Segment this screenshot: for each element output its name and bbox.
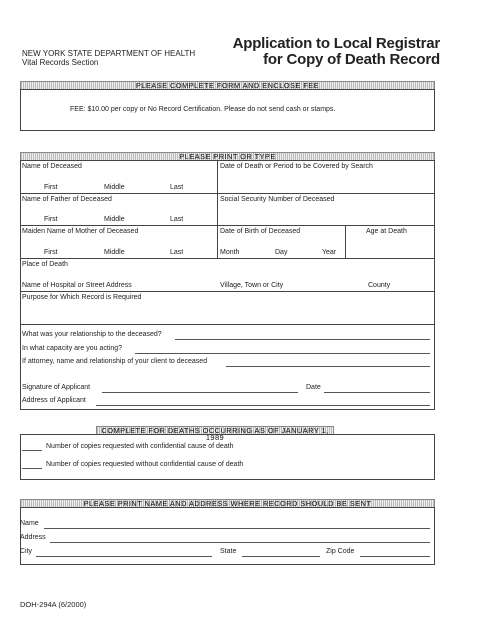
- form-title: [233, 36, 440, 68]
- copies-with-cause-line: [22, 450, 42, 451]
- last-label: Last: [170, 184, 184, 191]
- row-divider: [20, 291, 435, 292]
- county-label: County: [368, 282, 391, 289]
- send-city-line: [36, 556, 212, 557]
- send-zip-input[interactable]: [362, 547, 428, 556]
- address-input[interactable]: [98, 396, 428, 405]
- capacity-input[interactable]: [137, 344, 427, 353]
- first-label: First: [44, 216, 58, 223]
- copies-without-cause-input[interactable]: [23, 459, 41, 468]
- date-of-death-input[interactable]: [220, 173, 430, 182]
- fee-banner: PLEASE COMPLETE FORM AND ENCLOSE FEE: [20, 81, 435, 90]
- row-divider: [20, 258, 435, 259]
- age-at-death-input[interactable]: [350, 238, 430, 247]
- send-address-input[interactable]: [52, 533, 428, 542]
- send-state-input[interactable]: [244, 547, 318, 556]
- column-divider: [345, 225, 346, 258]
- send-city-input[interactable]: [38, 547, 210, 556]
- copies-with-cause-label: Number of copies requested with confidential cause of death: [46, 443, 234, 450]
- row-divider: [20, 324, 435, 325]
- signature-line: [102, 392, 298, 393]
- form-title-line2: for Copy of Death Record: [263, 51, 440, 68]
- agency-name: NEW YORK STATE DEPARTMENT OF HEALTH: [22, 49, 196, 58]
- send-name-input[interactable]: [46, 519, 428, 528]
- dob-label: Date of Birth of Deceased: [220, 228, 301, 235]
- send-name-label: Name: [20, 520, 39, 527]
- last-label: Last: [170, 249, 184, 256]
- send-state-label: State: [220, 548, 237, 555]
- purpose-label: Purpose for Which Record is Required: [22, 294, 142, 301]
- name-of-deceased-input[interactable]: [22, 173, 212, 182]
- purpose-input[interactable]: [22, 306, 427, 315]
- row-divider: [20, 225, 435, 226]
- form-id: DOH-294A (6/2000): [20, 600, 87, 609]
- fee-text: FEE: $10.00 per copy or No Record Certification. Please do not send cash or stamps.: [70, 106, 336, 113]
- send-zip-label: Zip Code: [326, 548, 355, 555]
- copies-without-cause-line: [22, 468, 42, 469]
- first-label: First: [44, 249, 58, 256]
- date-label: Date: [306, 384, 321, 391]
- send-city-label: City: [20, 548, 33, 555]
- middle-label: Middle: [104, 184, 125, 191]
- age-at-death-label: Age at Death: [366, 228, 407, 235]
- attorney-line: [226, 366, 430, 367]
- section-name: Vital Records Section: [22, 58, 99, 67]
- agency-header: [22, 49, 195, 67]
- day-label: Day: [275, 249, 288, 256]
- relationship-input[interactable]: [177, 330, 427, 339]
- copies-banner: COMPLETE FOR DEATHS OCCURRING AS OF JANUARY 1, 1989: [96, 426, 334, 435]
- signature-label: Signature of Applicant: [22, 384, 91, 391]
- middle-label: Middle: [104, 216, 125, 223]
- ssn-label: Social Security Number of Deceased: [220, 196, 335, 203]
- send-name-line: [44, 528, 430, 529]
- dob-input[interactable]: [220, 238, 340, 247]
- maiden-name-mother-label: Maiden Name of Mother of Deceased: [22, 228, 139, 235]
- month-label: Month: [220, 249, 240, 256]
- relationship-line: [175, 339, 430, 340]
- middle-label: Middle: [104, 249, 125, 256]
- send-zip-line: [360, 556, 430, 557]
- place-of-death-input[interactable]: [22, 271, 427, 280]
- capacity-label: In what capacity are you acting?: [22, 345, 123, 352]
- send-banner: PLEASE PRINT NAME AND ADDRESS WHERE RECORD SHOULD BE SENT: [20, 499, 435, 508]
- name-of-deceased-label: Name of Deceased: [22, 163, 82, 170]
- address-label: Address of Applicant: [22, 397, 86, 404]
- attorney-input[interactable]: [228, 357, 428, 366]
- form-title-line1: Application to Local Registrar: [232, 35, 440, 52]
- maiden-name-mother-input[interactable]: [22, 238, 212, 247]
- copies-without-cause-label: Number of copies requested without confidential cause of death: [46, 461, 244, 468]
- copies-box: [20, 434, 435, 480]
- copies-with-cause-input[interactable]: [23, 441, 41, 450]
- address-line: [96, 405, 430, 406]
- name-of-father-label: Name of Father of Deceased: [22, 196, 112, 203]
- name-of-father-input[interactable]: [22, 205, 212, 214]
- last-label: Last: [170, 216, 184, 223]
- first-label: First: [44, 184, 58, 191]
- hospital-label: Name of Hospital or Street Address: [22, 282, 132, 289]
- print-banner: PLEASE PRINT OR TYPE: [20, 152, 435, 161]
- year-label: Year: [322, 249, 337, 256]
- signature-input[interactable]: [104, 383, 296, 392]
- column-divider: [217, 160, 218, 258]
- attorney-label: If attorney, name and relationship of your client to deceased: [22, 358, 208, 365]
- relationship-label: What was your relationship to the deceased?: [22, 331, 162, 338]
- send-address-label: Address: [20, 534, 46, 541]
- date-input[interactable]: [326, 383, 428, 392]
- send-state-line: [242, 556, 320, 557]
- row-divider: [20, 193, 435, 194]
- village-label: Village, Town or City: [220, 282, 284, 289]
- capacity-line: [135, 353, 430, 354]
- date-line: [324, 392, 430, 393]
- send-address-line: [50, 542, 430, 543]
- place-of-death-label: Place of Death: [22, 261, 68, 268]
- date-of-death-label: Date of Death or Period to be Covered by Search: [220, 163, 373, 170]
- ssn-input[interactable]: [220, 205, 430, 214]
